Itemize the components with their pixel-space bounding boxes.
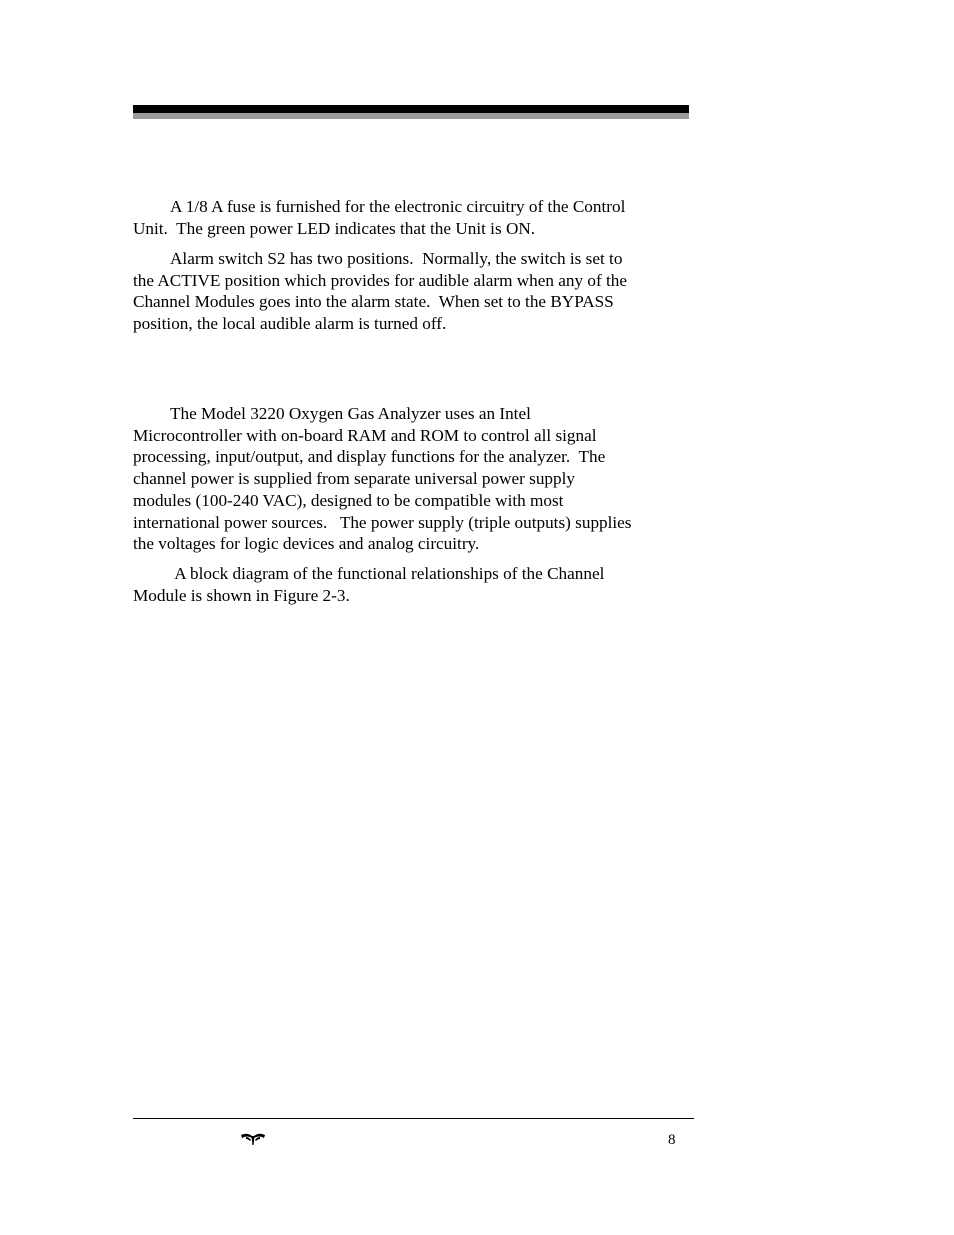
header-rule bbox=[133, 105, 689, 113]
page-number: 8 bbox=[668, 1132, 676, 1148]
paragraph-block-diagram: A block diagram of the functional relationships of the Channel Module is shown in Figure 2-3. bbox=[133, 564, 605, 605]
paragraph-fuse: A 1/8 A fuse is furnished for the electronic circuitry of the Control Unit. The green power LED indicates that the Unit is ON. bbox=[133, 197, 626, 238]
header-rule-shadow bbox=[133, 113, 689, 119]
footer-rule bbox=[133, 1118, 694, 1119]
paragraph-microcontroller: The Model 3220 Oxygen Gas Analyzer uses an Intel Microcontroller with on-board RAM and ROM to control all signal processing, input/output, and display functions for the analyzer. The channel power is supplied from separate universal power supply modules (100-240 VAC), designed to be compatible with most international power sources. The power supply (triple outputs) supplies the voltages for logic devices and analog circuitry. bbox=[133, 404, 632, 554]
teledyne-logo-icon bbox=[240, 1132, 266, 1146]
paragraph-alarm-switch: Alarm switch S2 has two positions. Normally, the switch is set to the ACTIVE position which provides for audible alarm when any of the Channel Modules goes into the alarm state. When set to the BYPASS position, the local audible alarm is turned off. bbox=[133, 249, 628, 334]
